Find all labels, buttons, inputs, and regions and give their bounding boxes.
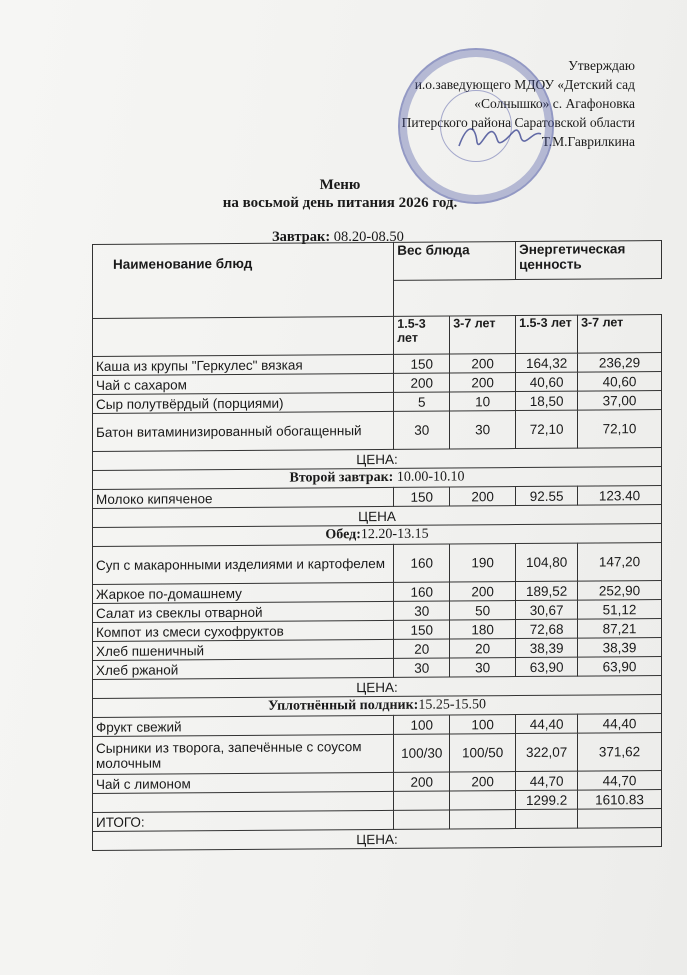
weight-large-cell: 200	[450, 373, 516, 392]
energy-large-cell: 147,20	[578, 543, 662, 582]
weight-large-cell: 10	[450, 392, 516, 411]
energy-large-cell: 87,21	[578, 619, 662, 639]
dish-name-cell: Суп с макаронными изделиями и картофелем	[93, 544, 394, 584]
energy-small-cell: 164,32	[516, 353, 578, 372]
dish-name-cell: Сырники из творога, запечённые с соусом молочным	[93, 734, 394, 774]
dish-name-cell: Хлеб пшеничный	[93, 639, 394, 660]
header-energy: Энергетическая ценность	[516, 241, 662, 280]
dish-name-cell: Каша из крупы "Геркулес" вязкая	[93, 354, 394, 375]
weight-small-cell: 30	[394, 601, 450, 620]
dish-name-cell: Компот из смеси сухофруктов	[93, 620, 394, 641]
energy-large-cell: 252,90	[578, 581, 662, 601]
weight-small-cell: 20	[394, 639, 450, 658]
approval-line: «Солнышко» с. Агафоновка	[474, 96, 635, 111]
weight-large-cell: 100/50	[450, 734, 516, 772]
subheader-age-3: 1.5-3 лет	[516, 315, 578, 353]
section-label-afternoon-snack: Уплотнённый полдник:15.25-15.50	[93, 695, 662, 718]
meal-name: Завтрак:	[272, 229, 331, 245]
price-label: ЦЕНА:	[93, 448, 662, 471]
weight-small-cell: 200	[394, 373, 450, 392]
weight-small-cell: 150	[394, 354, 450, 373]
weight-large-cell: 200	[450, 772, 516, 791]
weight-small-cell: 100	[394, 715, 450, 734]
energy-large-cell: 371,62	[578, 733, 662, 772]
header-dish-name: Наименование блюд	[93, 242, 394, 318]
table-row	[93, 543, 662, 585]
weight-large-cell: 50	[450, 601, 516, 620]
energy-large-cell: 44,40	[578, 714, 662, 734]
energy-small-cell: 72,10	[516, 410, 578, 448]
weight-large-cell: 20	[450, 639, 516, 658]
energy-small-cell: 322,07	[516, 733, 578, 771]
weight-large-cell: 30	[450, 658, 516, 677]
energy-small-cell: 18,50	[516, 391, 578, 410]
page-title: Меню	[319, 177, 361, 193]
total-label: ИТОГО:	[93, 810, 394, 831]
energy-small-cell: 40,60	[516, 372, 578, 391]
energy-small-cell: 44,70	[516, 771, 578, 790]
weight-large-cell: 200	[450, 354, 516, 373]
price-label: ЦЕНА	[93, 505, 662, 528]
page-subtitle: на восьмой день питания 2026 год.	[222, 195, 458, 211]
energy-small-cell: 44,40	[516, 714, 578, 733]
weight-large-cell: 190	[450, 544, 516, 582]
signature-icon	[455, 118, 545, 154]
dish-name-cell: Салат из свеклы отварной	[93, 601, 394, 622]
energy-small-cell: 38,39	[516, 638, 578, 657]
approval-line: Питерского района Саратовской области	[401, 115, 635, 130]
dish-name-cell: Сыр полутвёрдый (порциями)	[93, 392, 394, 413]
weight-large-cell: 180	[450, 620, 516, 639]
weight-large-cell	[450, 791, 516, 810]
energy-small-cell: 104,80	[516, 543, 578, 581]
dish-name-cell: Чай с сахаром	[93, 373, 394, 394]
snack-rows	[93, 714, 662, 813]
subheader-age-1: 1.5-3 лет	[394, 316, 450, 354]
section-label-second-breakfast: Второй завтрак: 10.00-10.10	[93, 467, 662, 490]
table-row	[93, 733, 662, 775]
meal-time: 08.20-08.50	[330, 229, 404, 245]
energy-large-cell: 1610.83	[578, 790, 662, 810]
weight-small-cell: 30	[394, 658, 450, 677]
energy-large-cell: 63,90	[578, 657, 662, 677]
subheader-age-4: 3-7 лет	[578, 315, 662, 354]
energy-large-cell: 38,39	[578, 638, 662, 658]
weight-small-cell: 100/30	[394, 734, 450, 772]
energy-large-cell: 37,00	[578, 391, 662, 411]
price-label: ЦЕНА:	[93, 828, 662, 851]
weight-small-cell: 160	[394, 544, 450, 582]
dish-name-cell: Батон витаминизированный обогащенный	[93, 411, 394, 451]
weight-small-cell	[394, 791, 450, 810]
weight-small-cell: 30	[394, 411, 450, 449]
weight-large-cell: 100	[450, 715, 516, 734]
price-label: ЦЕНА:	[93, 676, 662, 699]
dish-name-cell	[93, 791, 394, 812]
energy-small-cell: 92.55	[516, 486, 578, 505]
weight-small-cell: 150	[394, 487, 450, 506]
menu-table	[92, 240, 662, 851]
weight-small-cell: 150	[394, 620, 450, 639]
energy-large-cell: 44,70	[578, 771, 662, 791]
dish-name-cell: Жаркое по-домашнему	[93, 582, 394, 603]
weight-large-cell: 30	[450, 411, 516, 449]
energy-small-cell: 30,67	[516, 600, 578, 619]
energy-small-cell: 72,68	[516, 619, 578, 638]
table-row	[93, 410, 662, 452]
header-weight: Вес блюда	[394, 242, 516, 281]
approval-line: и.о.заведующего МДОУ «Детский сад	[414, 77, 635, 92]
approval-line: Утверждаю	[568, 58, 635, 73]
weight-large-cell: 200	[450, 582, 516, 601]
energy-large-cell: 72,10	[578, 410, 662, 449]
dish-name-cell: Хлеб ржаной	[93, 658, 394, 679]
dish-name-cell: Чай с лимоном	[93, 772, 394, 793]
lunch-rows	[93, 543, 662, 680]
weight-small-cell: 5	[394, 392, 450, 411]
dish-name-cell: Фрукт свежий	[93, 715, 394, 736]
section-label-lunch: Обед:12.20-13.15	[93, 524, 662, 547]
energy-large-cell: 236,29	[578, 353, 662, 373]
weight-small-cell: 160	[394, 582, 450, 601]
energy-small-cell: 1299.2	[516, 790, 578, 809]
dish-name-cell: Молоко кипяченое	[93, 487, 394, 508]
energy-large-cell: 51,12	[578, 600, 662, 620]
energy-small-cell: 63,90	[516, 657, 578, 676]
energy-small-cell: 189,52	[516, 581, 578, 600]
energy-large-cell: 123.40	[578, 486, 662, 506]
weight-large-cell: 200	[450, 487, 516, 506]
breakfast-rows	[93, 353, 662, 452]
approval-line: Т.М.Гаврилкина	[541, 134, 635, 149]
subheader-age-2: 3-7 лет	[450, 316, 516, 354]
weight-small-cell: 200	[394, 772, 450, 791]
energy-large-cell: 40,60	[578, 372, 662, 392]
